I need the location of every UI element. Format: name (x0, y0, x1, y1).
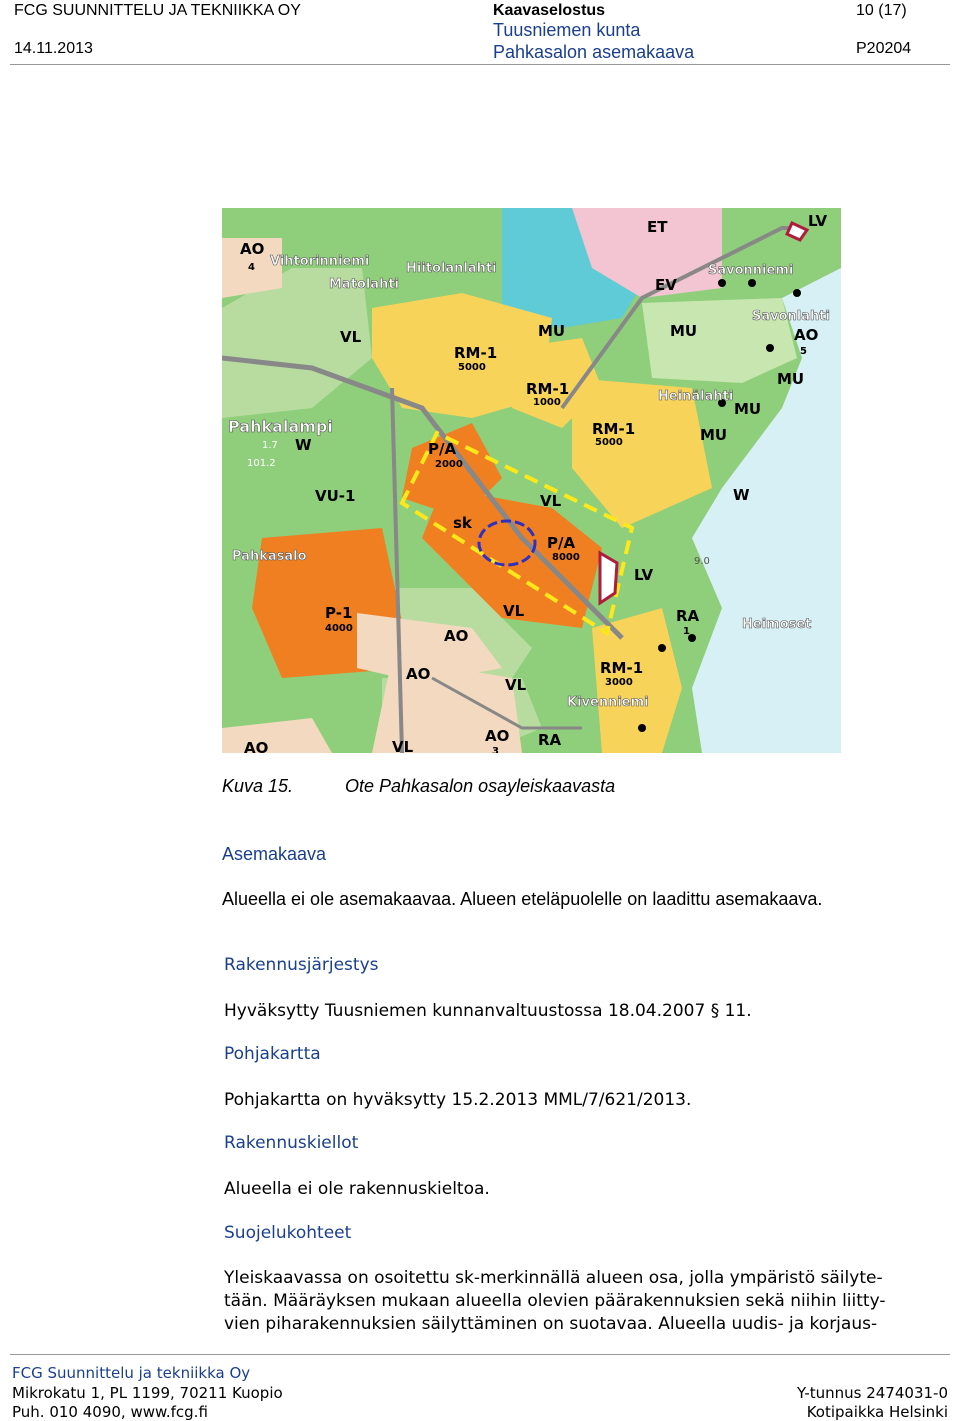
footer-rule (10, 1354, 950, 1355)
svg-text:W: W (295, 436, 312, 454)
section-heading-rakennuskiellot: Rakennuskiellot (224, 1133, 359, 1153)
section-text-line-1: Yleiskaavassa on osoitettu sk-merkinnällä alueen osa, jolla ympäristö säilyte- (224, 1268, 883, 1288)
svg-text:AO: AO (406, 665, 431, 683)
svg-text:5: 5 (800, 346, 807, 357)
svg-text:2000: 2000 (435, 459, 463, 470)
svg-text:ET: ET (647, 218, 668, 236)
footer-company: FCG Suunnittelu ja tekniikka Oy (12, 1364, 251, 1382)
svg-text:LV: LV (634, 566, 654, 584)
svg-text:RA: RA (676, 607, 700, 625)
svg-text:MU: MU (777, 370, 805, 388)
svg-text:VU-1: VU-1 (315, 487, 356, 505)
zoning-map (222, 208, 841, 753)
footer-contact: Puh. 010 4090, www.fcg.fi (12, 1403, 208, 1421)
svg-text:W: W (733, 486, 750, 504)
svg-text:VL: VL (503, 602, 525, 620)
header-project-number: P20204 (856, 40, 912, 57)
svg-text:Heimoset: Heimoset (742, 617, 812, 632)
footer-domicile: Kotipaikka Helsinki (806, 1403, 948, 1421)
svg-text:4000: 4000 (325, 623, 353, 634)
section-text-line-2: tään. Määräyksen mukaan alueella olevien päärakennuksien sekä niihin liitty- (224, 1291, 886, 1311)
svg-text:Matolahti: Matolahti (329, 277, 400, 292)
svg-text:sk: sk (453, 514, 472, 532)
svg-text:AO: AO (485, 727, 510, 745)
svg-text:RA: RA (538, 731, 562, 749)
svg-text:VL: VL (505, 676, 527, 694)
svg-text:Pahkasalo: Pahkasalo (232, 549, 307, 564)
svg-text:1: 1 (683, 626, 690, 637)
header-plan-name: Pahkasalon asemakaava (493, 42, 695, 62)
svg-text:MU: MU (700, 426, 728, 444)
svg-text:3000: 3000 (605, 677, 633, 688)
svg-text:RM-1: RM-1 (600, 659, 644, 677)
figure-caption-number: Kuva 15. (222, 776, 294, 796)
svg-text:4: 4 (248, 262, 255, 273)
svg-text:Heinälahti: Heinälahti (658, 389, 734, 404)
section-text-rakennusjarjestys: Hyväksytty Tuusniemen kunnanvaltuustossa 18.04.2007 § 11. (224, 1001, 752, 1021)
svg-text:AO: AO (444, 627, 469, 645)
svg-text:1000: 1000 (533, 397, 561, 408)
svg-text:5000: 5000 (458, 362, 486, 373)
svg-text:AO: AO (794, 326, 819, 344)
svg-text:101.2: 101.2 (247, 458, 276, 469)
svg-text:P-1: P-1 (325, 604, 353, 622)
svg-text:MU: MU (734, 400, 762, 418)
svg-text:AO: AO (240, 240, 265, 258)
section-text-line-3: vien piharakennuksien säilyttäminen on suotavaa. Alueella uudis- ja korjaus- (224, 1314, 878, 1334)
svg-text:8000: 8000 (552, 552, 580, 563)
figure-caption-text: Ote Pahkasalon osayleiskaavasta (345, 776, 616, 796)
section-heading-rakennusjarjestys: Rakennusjärjestys (224, 955, 379, 975)
section-text-pohjakartta: Pohjakartta on hyväksytty 15.2.2013 MML/7/621/2013. (224, 1090, 692, 1110)
footer-business-id: Y-tunnus 2474031-0 (796, 1384, 948, 1402)
svg-text:3: 3 (492, 746, 499, 753)
svg-text:P/A: P/A (547, 534, 576, 552)
svg-text:Hiitolanlahti: Hiitolanlahti (406, 261, 497, 276)
svg-text:P/A: P/A (428, 440, 457, 458)
section-heading-pohjakartta: Pohjakartta (224, 1044, 321, 1064)
svg-text:RM-1: RM-1 (454, 344, 498, 362)
header-company: FCG SUUNNITTELU JA TEKNIIKKA OY (14, 2, 301, 19)
section-text-asemakaava: Alueella ei ole asemakaavaa. Alueen eteläpuolelle on laadittu asemakaava. (222, 889, 823, 909)
svg-text:RM-1: RM-1 (526, 380, 570, 398)
header-page-number: 10 (17) (856, 2, 907, 19)
header-municipality: Tuusniemen kunta (493, 20, 641, 40)
svg-text:Vihtorinniemi: Vihtorinniemi (270, 254, 370, 269)
section-text-rakennuskiellot: Alueella ei ole rakennuskieltoa. (224, 1179, 490, 1199)
svg-text:Pahkalampi: Pahkalampi (228, 417, 333, 436)
header-doc-type: Kaavaselostus (493, 2, 606, 19)
footer-address: Mikrokatu 1, PL 1199, 70211 Kuopio (12, 1384, 283, 1402)
svg-text:Kivenniemi: Kivenniemi (567, 695, 649, 710)
svg-text:9.0: 9.0 (694, 556, 710, 567)
header-date: 14.11.2013 (14, 40, 93, 57)
svg-text:AO: AO (244, 739, 269, 753)
svg-text:VL: VL (540, 492, 562, 510)
header-rule (10, 64, 950, 65)
svg-text:Savonlahti: Savonlahti (752, 309, 830, 324)
svg-text:5000: 5000 (595, 437, 623, 448)
svg-text:MU: MU (538, 322, 566, 340)
svg-text:MU: MU (670, 322, 698, 340)
svg-text:VL: VL (340, 328, 362, 346)
section-heading-suojelukohteet: Suojelukohteet (224, 1223, 352, 1243)
svg-text:RM-1: RM-1 (592, 420, 636, 438)
svg-text:1.7: 1.7 (262, 440, 278, 451)
svg-text:EV: EV (655, 276, 677, 294)
section-heading-asemakaava: Asemakaava (222, 844, 327, 864)
svg-text:VL: VL (392, 738, 414, 753)
svg-text:LV: LV (808, 212, 828, 230)
svg-text:Savonniemi: Savonniemi (708, 263, 794, 278)
